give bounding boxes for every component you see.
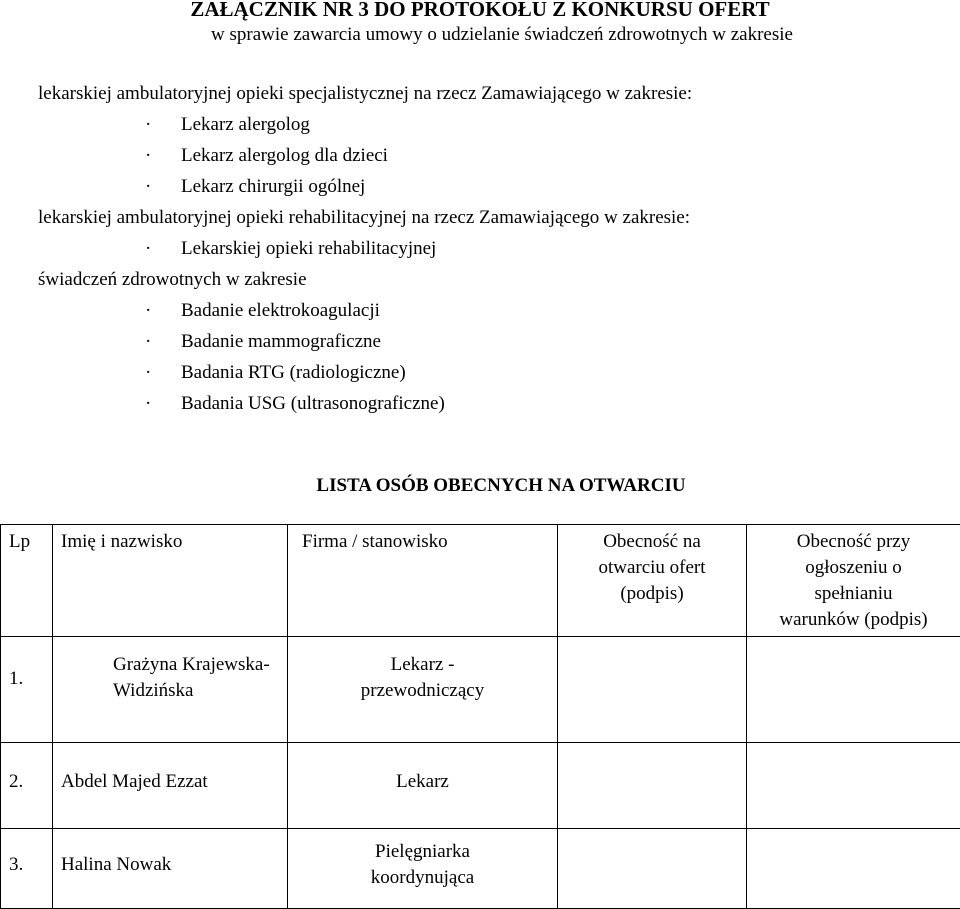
bullet-icon: ·	[145, 360, 151, 386]
row-role-line2: koordynująca	[288, 865, 557, 891]
list-item: Badania USG (ultrasonograficzne)	[181, 391, 445, 417]
row-lp: 1.	[1, 637, 53, 743]
row-role	[288, 829, 558, 909]
section1-intro: lekarskiej ambulatoryjnej opieki specjalistycznej na rzecz Zamawiającego w zakresie:	[38, 81, 692, 107]
header-announce-line4: warunków (podpis)	[747, 607, 960, 633]
bullet-icon: ·	[145, 329, 151, 355]
row-lp: 3.	[1, 829, 53, 909]
row-role	[288, 637, 558, 743]
header-opening-line3: (podpis)	[558, 581, 746, 607]
row-opening-signature[interactable]	[558, 637, 747, 743]
table-row	[1, 637, 960, 743]
header-opening-line2: otwarciu ofert	[558, 555, 746, 581]
row-announcement-signature[interactable]	[747, 743, 960, 829]
list-item: Lekarz alergolog	[181, 112, 310, 138]
row-announcement-signature[interactable]	[747, 637, 960, 743]
header-announce-line1: Obecność przy	[747, 529, 960, 555]
header-opening-presence	[558, 525, 747, 637]
header-announce-line3: spełnianiu	[747, 581, 960, 607]
header-company: Firma / stanowisko	[288, 525, 558, 637]
header-name: Imię i nazwisko	[53, 525, 288, 637]
row-name: Halina Nowak	[53, 829, 288, 909]
list-item: Badanie elektrokoagulacji	[181, 298, 380, 324]
list-item: Badanie mammograficzne	[181, 329, 381, 355]
row-role-line1: Pielęgniarka	[288, 839, 557, 865]
row-role-line2: przewodniczący	[288, 678, 557, 704]
list-item: Lekarz chirurgii ogólnej	[181, 174, 365, 200]
row-opening-signature[interactable]	[558, 829, 747, 909]
row-announcement-signature[interactable]	[747, 829, 960, 909]
list-item: Lekarz alergolog dla dzieci	[181, 143, 388, 169]
table-row	[1, 743, 960, 829]
row-name	[53, 637, 288, 743]
bullet-icon: ·	[145, 112, 151, 138]
section2-intro: lekarskiej ambulatoryjnej opieki rehabilitacyjnej na rzecz Zamawiającego w zakresie:	[38, 205, 690, 231]
row-opening-signature[interactable]	[558, 743, 747, 829]
bullet-icon: ·	[145, 391, 151, 417]
header-announcement-presence	[747, 525, 960, 637]
document-title: ZAŁĄCZNIK NR 3 DO PROTOKOŁU Z KONKURSU OFERT	[0, 0, 960, 23]
row-name-line2: Widzińska	[113, 678, 287, 704]
bullet-icon: ·	[145, 143, 151, 169]
list-item: Lekarskiej opieki rehabilitacyjnej	[181, 236, 436, 262]
row-lp: 2.	[1, 743, 53, 829]
header-lp: Lp	[1, 525, 53, 637]
row-role: Lekarz	[288, 743, 558, 829]
section3-intro: świadczeń zdrowotnych w zakresie	[38, 267, 307, 293]
attendance-heading: LISTA OSÓB OBECNYCH NA OTWARCIU	[0, 473, 960, 499]
bullet-icon: ·	[145, 174, 151, 200]
table-header-row	[1, 525, 960, 637]
table-row	[1, 829, 960, 909]
row-name-line1: Grażyna Krajewska-	[113, 652, 287, 678]
header-opening-line1: Obecność na	[558, 529, 746, 555]
row-role-line1: Lekarz -	[288, 652, 557, 678]
attendance-table	[0, 524, 960, 909]
row-name: Abdel Majed Ezzat	[53, 743, 288, 829]
list-item: Badania RTG (radiologiczne)	[181, 360, 406, 386]
document-subtitle: w sprawie zawarcia umowy o udzielanie świadczeń zdrowotnych w zakresie	[0, 22, 960, 48]
bullet-icon: ·	[145, 298, 151, 324]
header-announce-line2: ogłoszeniu o	[747, 555, 960, 581]
bullet-icon: ·	[145, 236, 151, 262]
